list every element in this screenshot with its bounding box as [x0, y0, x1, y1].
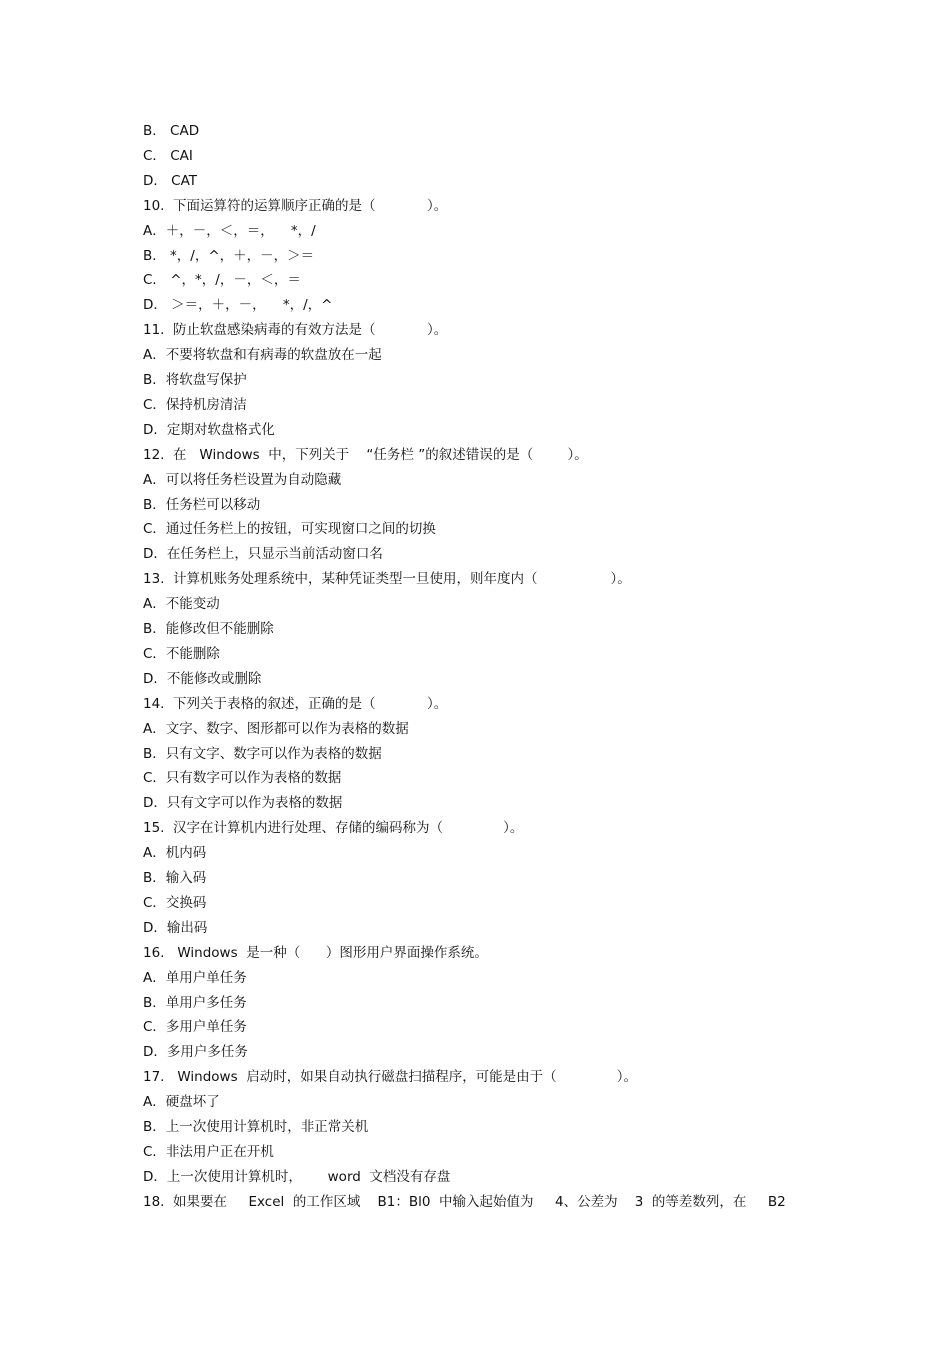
- text-line: D．输出码: [143, 919, 208, 936]
- text-line: B．能修改但不能删除: [143, 621, 274, 637]
- text-line: 13. 计算机账务处理系统中，某种凭证类型一旦使用，则年度内（ ）。: [143, 571, 631, 588]
- text-line: D．多用户多任务: [143, 1044, 248, 1061]
- text-line: C．不能删除: [143, 645, 220, 662]
- text-line: A．不要将软盘和有病毒的软盘放在一起: [143, 347, 382, 364]
- text-line: C．多用户单任务: [143, 1019, 247, 1036]
- text-line: B．上一次使用计算机时，非正常关机: [143, 1119, 369, 1135]
- text-line: 10. 下面运算符的运算顺序正确的是（ ）。: [143, 197, 448, 214]
- text-line: A．硬盘坏了: [143, 1094, 220, 1111]
- text-line: B． CAD: [143, 123, 200, 139]
- text-line: A．文字、数字、图形都可以作为表格的数据: [143, 720, 409, 737]
- text-line: 16. Windows 是一种（ ）图形用户界面操作系统。: [143, 944, 488, 961]
- text-line: A．机内码: [143, 845, 207, 862]
- text-line: 18. 如果要在 Excel 的工作区域 B1：Bl0 中输入起始值为 4、公差为 3 的等差数列，在 B2: [143, 1193, 786, 1210]
- text-line: B．将软盘写保护: [143, 372, 247, 388]
- text-line: C．交换码: [143, 894, 207, 911]
- text-line: B．输入码: [143, 870, 207, 886]
- text-line: B．单用户多任务: [143, 994, 247, 1011]
- text-line: D．只有文字可以作为表格的数据: [143, 795, 343, 812]
- text-line: B．只有文字、数字可以作为表格的数据: [143, 745, 382, 762]
- text-line: D．定期对软盘格式化: [143, 421, 275, 438]
- text-line: D． CAT: [143, 172, 198, 189]
- text-line: 11. 防止软盘感染病毒的有效方法是（ ）。: [143, 322, 448, 339]
- text-line: A．可以将任务栏设置为自动隐藏: [143, 471, 342, 488]
- text-line: C． CAI: [143, 147, 193, 164]
- text-line: A．＋，－，＜，＝， *，/: [143, 222, 316, 239]
- text-line: B． *，/，^，＋，－，＞＝: [143, 247, 315, 264]
- text-line: 12. 在 Windows 中，下列关于 “任务栏 ”的叙述错误的是（ ）。: [143, 446, 588, 463]
- text-line: A．不能变动: [143, 596, 220, 613]
- text-line: 17. Windows 启动时，如果自动执行磁盘扫描程序，可能是由于（ ）。: [143, 1069, 638, 1086]
- text-line: A．单用户单任务: [143, 969, 247, 986]
- text-line: 14. 下列关于表格的叙述，正确的是（ ）。: [143, 695, 448, 712]
- text-line: C．只有数字可以作为表格的数据: [143, 770, 342, 787]
- text-line: D．上一次使用计算机时， word 文档没有存盘: [143, 1168, 451, 1185]
- text-line: B．任务栏可以移动: [143, 496, 261, 513]
- text-line: 15. 汉字在计算机内进行处理、存储的编码称为（ ）。: [143, 820, 524, 837]
- text-line: C．保持机房清洁: [143, 396, 247, 413]
- text-line: C． ^，*，/，－，＜，＝: [143, 272, 301, 289]
- text-line: D． ＞＝，＋，－， *，/，^: [143, 297, 333, 314]
- text-line: D．不能修改或删除: [143, 670, 262, 687]
- text-line: C．通过任务栏上的按钮，可实现窗口之间的切换: [143, 521, 436, 538]
- text-line: C．非法用户正在开机: [143, 1143, 274, 1160]
- text-line: D．在任务栏上，只显示当前活动窗口名: [143, 546, 383, 563]
